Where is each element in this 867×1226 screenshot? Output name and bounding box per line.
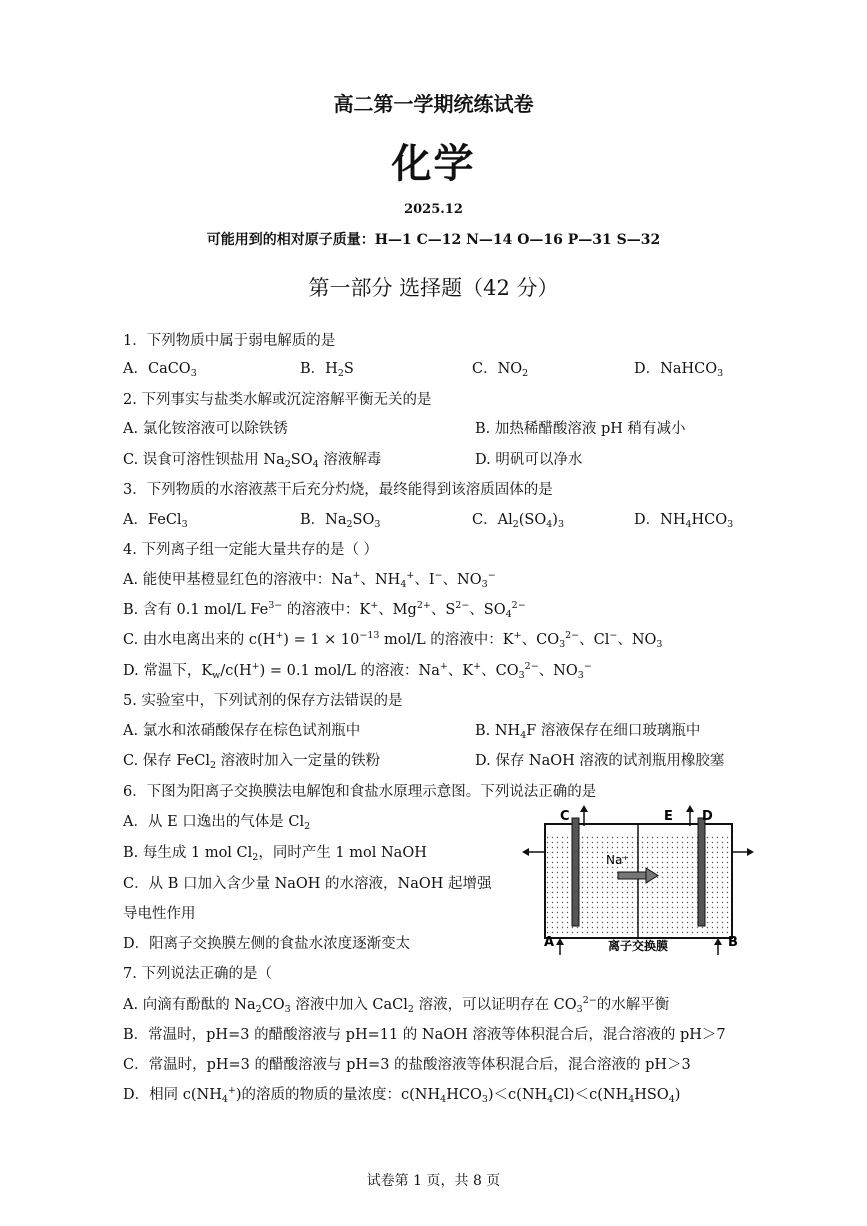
q2-stem: 2. 下列事实与盐类水解或沉淀溶解平衡无关的是	[123, 392, 432, 408]
label-na-ion: Na⁺	[606, 853, 629, 867]
q7-option-d: D．相同 $c(NH_4^+)$的溶质的物质的量浓度：$c(NH_4HCO_3)<c(NH_4Cl)<c(NH_4HSO_4)$	[123, 1085, 681, 1105]
q7-option-c: C．常温时，pH=3 的醋酸溶液与 pH=3 的盐酸溶液等体积混合后，混合溶液的 pH＞3	[123, 1057, 691, 1073]
q4-option-b: B. 含有 0.1 mol/L $Fe^{3-}$ 的溶液中：K+、$Mg^{2+}$、$S^{2-}$、$SO_4^{2-}$	[123, 600, 526, 620]
q7-option-b: B．常温时，pH=3 的醋酸溶液与 pH=11 的 NaOH 溶液等体积混合后，混合溶液的 pH＞7	[123, 1027, 726, 1043]
q3-option-c: C．$Al_2(SO_4)_3$	[472, 512, 565, 530]
exam-header: 高二第一学期统练试卷	[333, 92, 534, 116]
q1-stem: 1．下列物质中属于弱电解质的是	[123, 333, 336, 349]
label-c: C	[560, 809, 570, 824]
left-electrode	[572, 818, 579, 926]
q6-option-a: A．从 E 口逸出的气体是 $Cl_2$	[123, 814, 311, 832]
q3-stem: 3．下列物质的水溶液蒸干后充分灼烧，最终能得到该溶质固体的是	[123, 482, 553, 498]
q5-option-d: D. 保存 NaOH 溶液的试剂瓶用橡胶塞	[475, 753, 725, 769]
q4-option-a: A. 能使甲基橙显红色的溶液中：Na+、$NH_4^+$、I−、$NO_3^-$	[123, 570, 496, 590]
q1-option-b: B．$H_2S$	[300, 361, 354, 379]
q1-option-d: D．NaHCO$_3$	[634, 361, 724, 379]
q6-option-b: B. 每生成 1 mol $Cl_2$，同时产生 1 mol NaOH	[123, 845, 427, 863]
q7-stem: 7. 下列说法正确的是（	[123, 966, 272, 982]
q3-option-d: D．$NH_4HCO_3$	[634, 512, 734, 530]
q4-option-c: C. 由水电离出来的 $c(H^+) = 1 \times 10^{-13}$ mol/L 的溶液中：K+、$CO_3^{2-}$、Cl−、$NO_3$	[123, 630, 663, 650]
q6-option-c-cont: 导电性作用	[123, 906, 196, 922]
q5-option-c: C. 保存 FeCl$_2$ 溶液时加入一定量的铁粉	[123, 753, 381, 771]
q2-option-a: A. 氯化铵溶液可以除铁锈	[123, 421, 288, 437]
subject-title: 化学	[391, 140, 476, 187]
q5-stem: 5. 实验室中，下列试剂的保存方法错误的是	[123, 693, 403, 709]
electrolysis-diagram	[520, 800, 755, 960]
label-b: B	[728, 935, 738, 950]
section-title: 第一部分 选择题（42 分）	[308, 276, 559, 300]
q6-stem: 6．下图为阳离子交换膜法电解饱和食盐水原理示意图。下列说法正确的是	[123, 784, 597, 800]
q2-option-c: C. 误食可溶性钡盐用 $Na_2SO_4$ 溶液解毒	[123, 452, 382, 470]
q4-option-d: D. 常温下，$K_w/c(H^+) = 0.1$ mol/L 的溶液：Na+、K+、$CO_3^{2-}$、$NO_3^-$	[123, 661, 592, 681]
q2-option-d: D. 明矾可以净水	[475, 452, 583, 468]
q5-option-b: B. $NH_4F$ 溶液保存在细口玻璃瓶中	[475, 723, 701, 741]
label-a: A	[543, 935, 554, 950]
q5-option-a: A. 氯水和浓硝酸保存在棕色试剂瓶中	[123, 723, 361, 739]
label-membrane: 离子交换膜	[607, 939, 669, 953]
q3-option-b: B．$Na_2SO_3$	[300, 512, 381, 530]
label-e: E	[664, 809, 673, 824]
right-electrode	[698, 818, 705, 926]
q6-option-d: D．阳离子交换膜左侧的食盐水浓度逐渐变太	[123, 936, 411, 952]
q4-stem: 4. 下列离子组一定能大量共存的是（ ）	[123, 542, 379, 558]
q1-option-a: A．CaCO$_3$	[123, 361, 197, 379]
q2-option-b: B. 加热稀醋酸溶液 pH 稍有减小	[475, 421, 686, 437]
q7-option-a: A. 向滴有酚酞的 $Na_2CO_3$ 溶液中加入 CaCl$_2$ 溶液，可以证明存在 $CO_3^{2-}$的水解平衡	[123, 995, 670, 1015]
exam-date: 2025.12	[404, 202, 463, 217]
atomic-masses: 可能用到的相对原子质量：H—1 C—12 N—14 O—16 P—31 S—32	[206, 232, 661, 248]
page-footer: 试卷第 1 页，共 8 页	[366, 1173, 501, 1189]
label-d: D	[702, 809, 713, 824]
q6-option-c: C．从 B 口加入含少量 NaOH 的水溶液，NaOH 起增强	[123, 876, 492, 892]
q3-option-a: A．FeCl$_3$	[123, 512, 188, 530]
q1-option-c: C．$NO_2$	[472, 361, 529, 379]
